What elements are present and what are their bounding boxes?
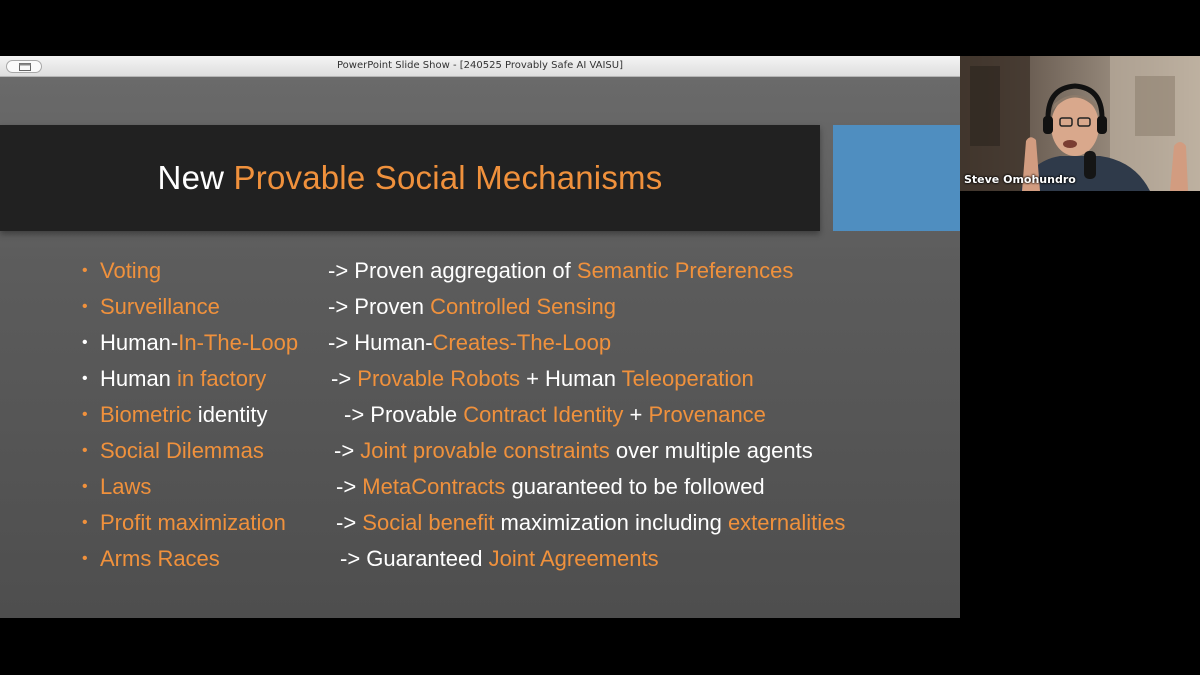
bullet-dot: • xyxy=(82,298,88,315)
bullet-dot: • xyxy=(82,478,88,495)
bullet-row xyxy=(82,433,952,469)
bullet-mapping xyxy=(328,253,793,289)
bullet-mapping xyxy=(334,433,813,469)
bullet-mapping xyxy=(336,469,765,505)
bullet-term xyxy=(100,361,266,397)
bullet-row xyxy=(82,397,952,433)
slide-title-accent: Provable Social Mechanisms xyxy=(233,159,663,196)
bullet-term xyxy=(100,289,220,325)
bullet-mapping xyxy=(328,289,616,325)
bullet-dot: • xyxy=(82,406,88,423)
bullet-term-segment: Profit maximization xyxy=(100,510,286,535)
bullet-mapping-segment: Provable Robots xyxy=(357,366,520,391)
bullet-row xyxy=(82,325,952,361)
bullet-mapping-segment: Teleoperation xyxy=(621,366,754,391)
bullet-term-segment: Voting xyxy=(100,258,162,283)
bullet-term-segment: Human- xyxy=(100,330,179,355)
bullet-term xyxy=(100,325,298,361)
bullet-mapping-segment: Joint provable constraints xyxy=(360,438,610,463)
bullet-mapping-segment: -> xyxy=(334,438,361,463)
participant-video-feed xyxy=(960,56,1200,191)
slide-title-band xyxy=(0,125,820,231)
bullet-row xyxy=(82,361,952,397)
slideshow-window xyxy=(0,56,960,618)
bullet-mapping xyxy=(344,397,766,433)
bullet-mapping-segment: Semantic Preferences xyxy=(576,258,794,283)
bullet-term xyxy=(100,469,151,505)
bullet-dot: • xyxy=(82,550,88,567)
bullet-term xyxy=(100,253,161,289)
slide xyxy=(0,77,960,618)
bullet-mapping-segment: -> xyxy=(336,510,363,535)
bullet-term-segment: Surveillance xyxy=(100,294,220,319)
bullet-term-segment: In-The-Loop xyxy=(178,330,299,355)
bullet-mapping-segment: guaranteed to be followed xyxy=(505,474,765,499)
bullet-dot: • xyxy=(82,334,88,351)
bullet-mapping-segment: -> Proven aggregation of xyxy=(328,258,577,283)
bullet-mapping xyxy=(336,505,845,541)
bullet-row xyxy=(82,505,952,541)
bullet-row xyxy=(82,253,952,289)
bullet-mapping-segment: over multiple agents xyxy=(609,438,813,463)
participant-video[interactable] xyxy=(960,56,1200,191)
bullet-row xyxy=(82,469,952,505)
bullet-dot: • xyxy=(82,442,88,459)
bullet-mapping-segment: -> Provable xyxy=(344,402,464,427)
bullet-term-segment: Arms Races xyxy=(100,546,220,571)
slide-title xyxy=(0,159,820,197)
bullet-mapping xyxy=(331,361,754,397)
participant-name: Steve Omohundro xyxy=(964,173,1076,186)
bullet-term-segment: identity xyxy=(191,402,268,427)
bullet-mapping-segment: Social benefit xyxy=(362,510,495,535)
bullet-term-segment: Social Dilemmas xyxy=(100,438,264,463)
bullet-mapping-segment: Creates-The-Loop xyxy=(432,330,612,355)
bullet-mapping-segment: maximization including xyxy=(494,510,728,535)
bullet-term xyxy=(100,433,264,469)
bullet-mapping-segment: -> Guaranteed xyxy=(340,546,489,571)
bullet-mapping-segment: -> xyxy=(331,366,358,391)
bullet-mapping-segment: Provenance xyxy=(648,402,766,427)
bullet-term-segment: Biometric xyxy=(100,402,192,427)
bullet-term xyxy=(100,397,268,433)
bullet-mapping-segment: -> xyxy=(336,474,363,499)
bullet-list xyxy=(82,253,952,577)
bullet-mapping xyxy=(328,325,611,361)
bullet-mapping-segment: externalities xyxy=(727,510,846,535)
slide-title-plain: New xyxy=(157,159,234,196)
bullet-mapping-segment: MetaContracts xyxy=(362,474,506,499)
bullet-mapping-segment: + Human xyxy=(519,366,622,391)
bullet-dot: • xyxy=(82,370,88,387)
bullet-mapping-segment: Joint Agreements xyxy=(488,546,659,571)
bullet-row xyxy=(82,289,952,325)
bullet-term xyxy=(100,505,286,541)
bullet-mapping xyxy=(340,541,659,577)
window-title: PowerPoint Slide Show - [240525 Provably Safe AI VAISU] xyxy=(336,60,623,71)
bullet-dot: • xyxy=(82,514,88,531)
bullet-term-segment: Laws xyxy=(100,474,152,499)
bullet-mapping-segment: Contract Identity xyxy=(463,402,624,427)
bullet-term-segment: in factory xyxy=(177,366,267,391)
bullet-mapping-segment: -> Proven xyxy=(328,294,431,319)
bullet-mapping-segment: + xyxy=(623,402,649,427)
bullet-term xyxy=(100,541,220,577)
bullet-mapping-segment: Controlled Sensing xyxy=(430,294,617,319)
bullet-row xyxy=(82,541,952,577)
window-titlebar[interactable] xyxy=(0,56,960,77)
bullet-term-segment: Human xyxy=(100,366,178,391)
bullet-dot: • xyxy=(82,262,88,279)
decorative-blue-square xyxy=(833,125,960,231)
bullet-mapping-segment: -> Human- xyxy=(328,330,433,355)
